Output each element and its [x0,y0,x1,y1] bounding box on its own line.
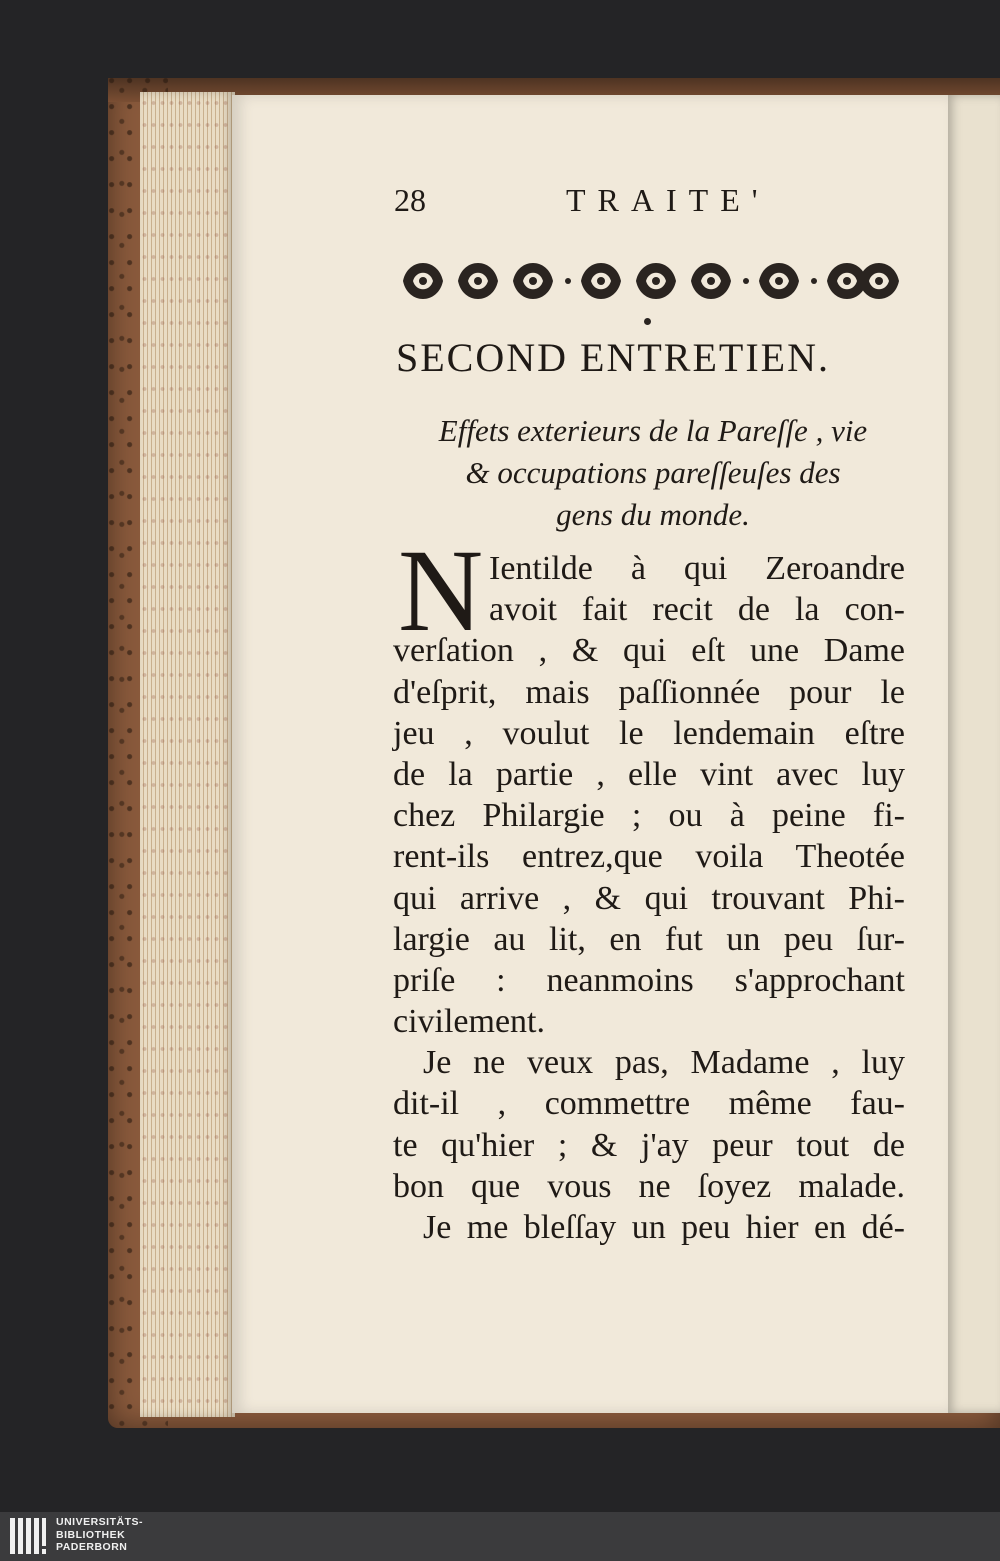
text-line: chez Philargie ; ou à peine fi- [393,797,905,835]
subtitle-line: gens du monde. [556,497,750,532]
text-line: jeu , voulut le lendemain eſtre [393,714,905,752]
ornament-flourish-icon [403,263,443,299]
library-logo-icon [8,1516,48,1556]
subtitle-line: & occupations pareſſeuſes des [465,455,841,490]
text-line: priſe : neanmoins s'approchant [393,961,905,999]
chapter-title: SECOND ENTRETIEN. [396,335,830,380]
text-line: Je me bleſſay un peu hier en dé- [423,1209,905,1246]
text-line: d'eſprit, mais paſſionnée pour le [393,673,905,711]
text-line: te qu'hier ; & j'ay peur tout de [393,1126,905,1164]
text-line: de la partie , elle vint avec luy [393,755,905,793]
library-name-line: BIBLIOTHEK [56,1528,126,1541]
running-title: TRAITE' [566,182,770,218]
dropcap-letter: N [398,525,484,656]
library-name-line: UNIVERSITÄTS- [56,1516,144,1528]
page-edges-speckle [140,92,235,1417]
text-line: rent-ils entrez,que voila Theotée [393,838,905,876]
text-line: qui arrive , & qui trouvant Phi- [393,879,905,917]
text-line: bon que vous ne ſoyez malade. [393,1167,905,1205]
text-line: avoit fait recit de la con- [489,591,905,629]
body-text [393,548,905,1248]
subtitle-line: Effets exterieurs de la Pareſſe , vie [438,413,868,448]
page-number: 28 [394,182,426,218]
text-line: Je ne veux pas, Madame , luy [423,1044,905,1082]
decorative-ornament-band [398,252,904,310]
facing-page-edge [946,95,1000,1413]
library-name [56,1516,143,1554]
page-header [394,182,894,226]
chapter-subtitle [398,410,908,536]
text-line: dit-il , commettre même fau- [393,1085,905,1123]
library-footer-bar [0,1512,1000,1561]
text-line: civilement. [393,1003,546,1041]
text-line: largie au lit, en fut un peu ſur- [393,920,905,958]
text-line: verſation , & qui eſt une Dame [393,632,905,670]
text-line: Ientilde à qui Zeroandre [489,550,905,587]
library-name-line: PADERBORN [56,1541,128,1553]
ornament-dot [644,318,651,325]
